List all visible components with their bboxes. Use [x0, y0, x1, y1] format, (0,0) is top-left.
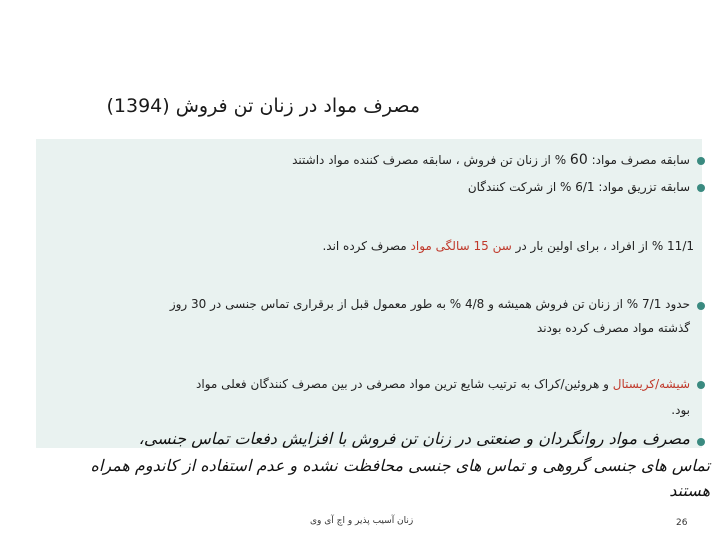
first-use-age-text-c: مصرف کرده اند. — [322, 239, 411, 253]
bullet-marker — [697, 184, 705, 192]
bullet-marker — [697, 381, 705, 389]
first-use-age-text-a: 11/1 % از افراد ، برای اولین بار در — [511, 239, 694, 253]
bullet-marker — [697, 302, 705, 310]
bullet-risk-line2: تماس های جنسی گروهی و تماس های جنسی محافظت نشده و عدم استفاده از کاندوم همراه — [90, 456, 710, 475]
bullet-common-drugs-line2: بود. — [671, 403, 690, 417]
bullet-use-before-sex-line1: حدود 7/1 % از زنان تن فروش همیشه و 4/8 % به طور معمول قبل از برقراری تماس جنسی در 30 روز — [169, 297, 690, 311]
bullet-prior-use — [292, 152, 690, 168]
footer-text: زنان آسیب پذیر و اچ آی وی — [310, 516, 414, 526]
page-number: 26 — [676, 518, 688, 528]
bullet-prior-use-percent: 60 — [569, 152, 588, 168]
bullet-common-drugs-highlight: شیشه/کریستال — [612, 377, 690, 391]
bullet-marker — [697, 157, 705, 165]
bullet-common-drugs-rest: و هروئین/کراک به ترتیب شایع ترین مواد مصرفی در بین مصرف کنندگان فعلی مواد — [196, 377, 613, 391]
bullet-risk-line3: هستند — [669, 481, 710, 500]
bullet-prior-use-suffix: % از زنان تن فروش ، سابقه مصرف کننده مواد داشتند — [292, 153, 570, 167]
slide-title: مصرف مواد در زنان تن فروش (1394) — [106, 95, 420, 117]
bullet-injection: سابقه تزریق مواد: 6/1 % از شرکت کنندگان — [467, 180, 690, 194]
first-use-age-line — [322, 238, 694, 254]
bullet-common-drugs-line1 — [196, 376, 690, 392]
bullet-prior-use-prefix: سابقه مصرف مواد: — [587, 153, 690, 167]
bullet-marker — [697, 438, 705, 446]
bullet-risk-line1: مصرف مواد روانگردان و صنعتی در زنان تن فروش با افزایش دفعات تماس جنسی، — [138, 429, 690, 448]
bullet-use-before-sex-line2: گذشته مواد مصرف کرده بودند — [536, 321, 690, 335]
first-use-age-highlight: سن 15 سالگی مواد — [410, 239, 512, 253]
